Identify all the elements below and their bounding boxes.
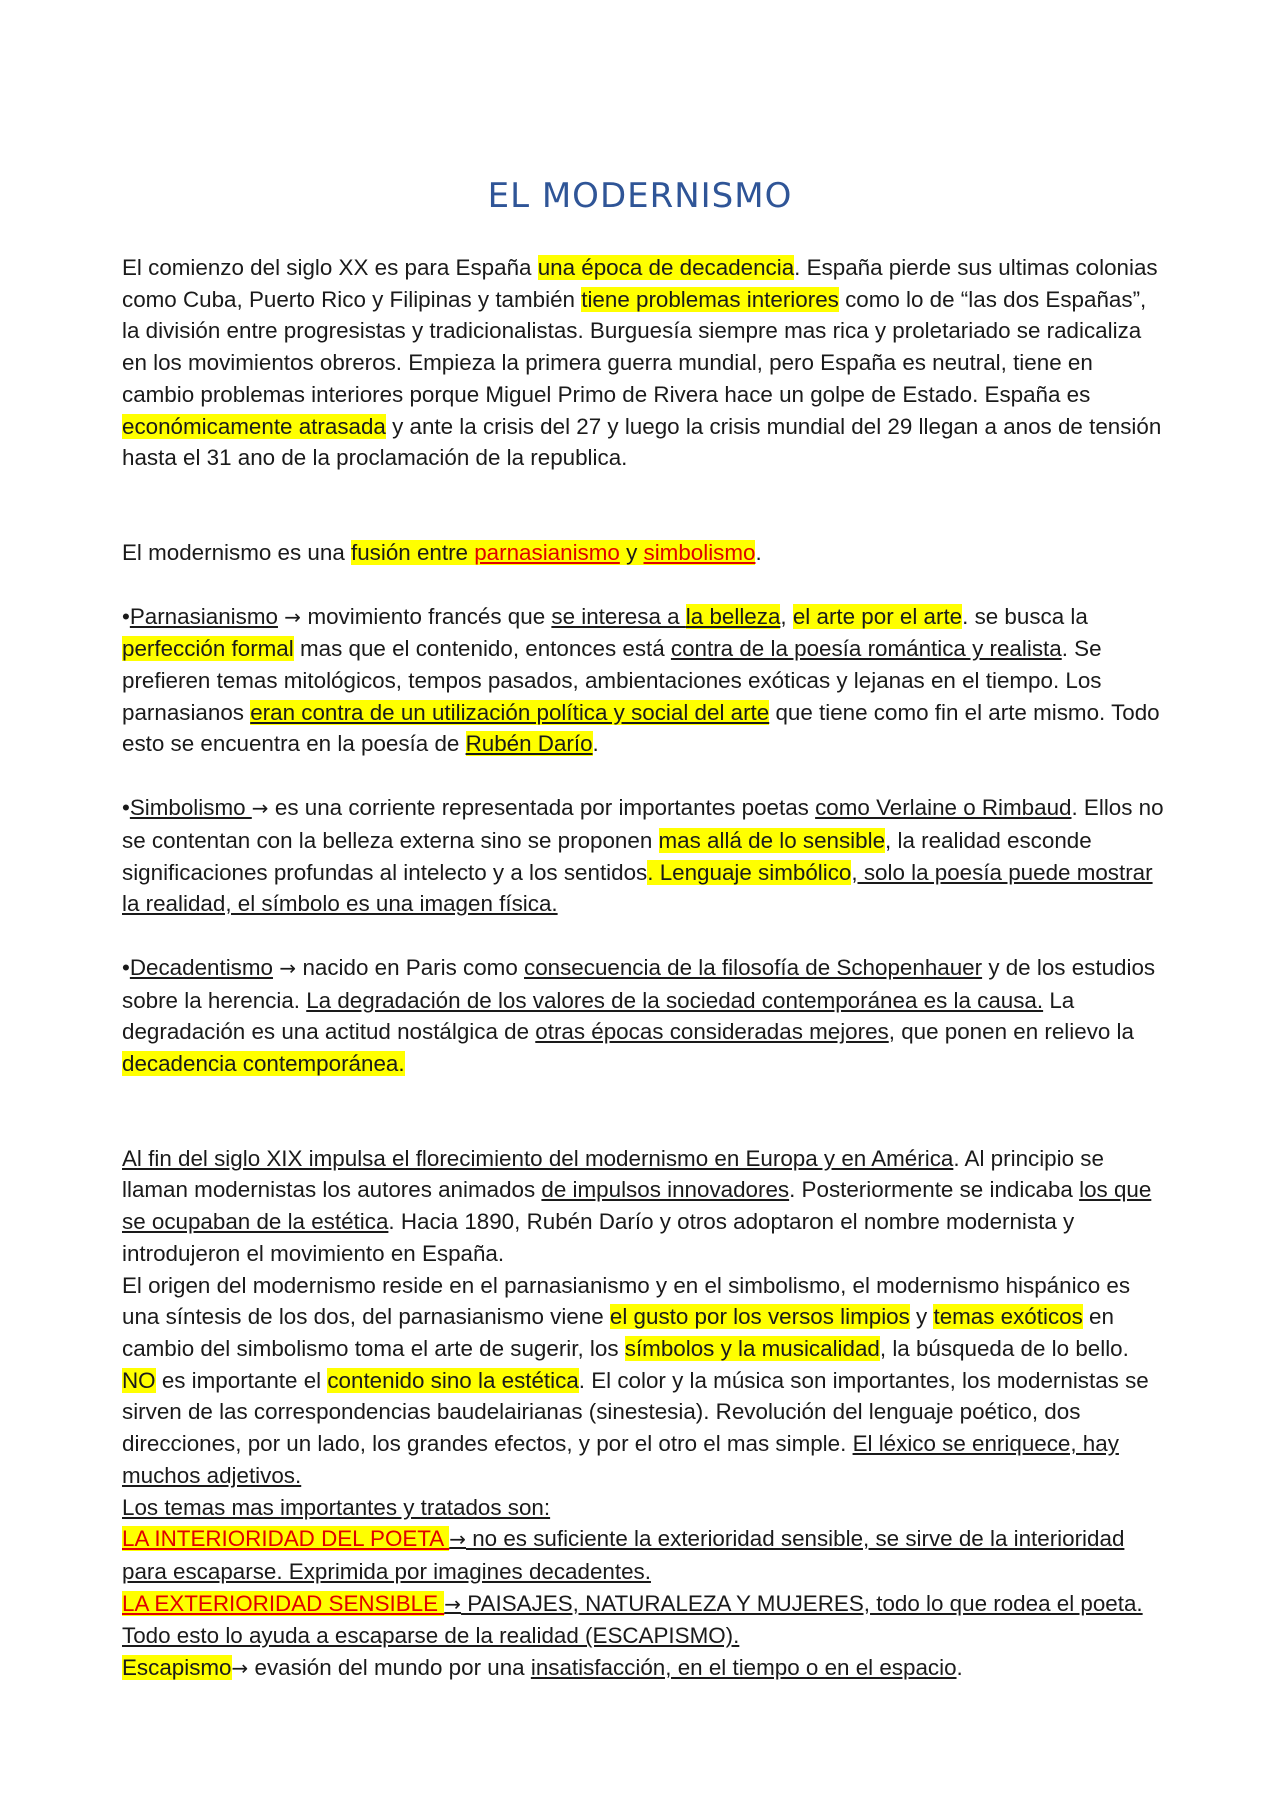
text: . bbox=[592, 731, 599, 757]
text: . Ellos no se contentan con la belleza externa sino se proponen bbox=[122, 795, 1164, 853]
underline: El léxico se enriquece, hay muchos adjetivos. bbox=[122, 1431, 1119, 1488]
text: como lo de “las dos Españas”, la división entre progresistas y tradicionalistas. Burguesía siempre mas rica y proletariado se radicaliza en los movimientos obreros. Empieza la primera guerra mundial, pero España es neutral, tiene en cambio problemas interiores porque Miguel Primo de Rivera hace un golpe de Estado. España es bbox=[122, 286, 1147, 407]
text: en cambio del simbolismo toma el arte de sugerir, los bbox=[122, 1304, 1114, 1361]
paragraph-themes-heading bbox=[122, 1492, 1167, 1524]
underline: de impulsos innovadores bbox=[541, 1177, 790, 1203]
highlight: el arte por el arte bbox=[792, 603, 963, 629]
highlight: decadencia contemporánea. bbox=[122, 1051, 405, 1077]
paragraph-parnasianismo bbox=[122, 601, 1167, 761]
arrow-icon: → bbox=[251, 796, 275, 821]
highlight: eran contra de un utilización política y social del arte bbox=[250, 699, 770, 725]
highlight: económicamente atrasada bbox=[122, 413, 386, 439]
text: El origen del modernismo reside en el parnasianismo y en el simbolismo, el modernismo hispánico es una síntesis de los dos, del parnasianismo viene bbox=[122, 1272, 1131, 1330]
highlight: contenido sino la estética bbox=[327, 1367, 579, 1393]
underline: insatisfacción, en el tiempo o en el espacio bbox=[530, 1655, 957, 1681]
text: , la búsqueda de lo bello. bbox=[879, 1335, 1129, 1361]
underline: consecuencia de la filosofía de Schopenhauer bbox=[524, 954, 983, 980]
document-body bbox=[122, 252, 1167, 1685]
paragraph-origin bbox=[122, 1143, 1167, 1270]
page-title: EL MODERNISMO bbox=[487, 176, 793, 216]
paragraph-synthesis bbox=[122, 1270, 1167, 1492]
paragraph-escapismo bbox=[122, 1652, 1167, 1685]
term: Parnasianismo bbox=[129, 603, 278, 629]
bullet: • bbox=[122, 795, 130, 821]
text: y de los estudios sobre la herencia. bbox=[122, 954, 1156, 1013]
underline: , solo la poesía puede mostrar la realidad, el símbolo es una imagen física. bbox=[122, 859, 1153, 917]
arrow-icon: → bbox=[449, 1527, 466, 1552]
underline: contra de la poesía romántica y realista bbox=[670, 636, 1062, 662]
highlight: símbolos y la musicalidad bbox=[624, 1335, 880, 1361]
underline: los que se ocupaban de la estética bbox=[122, 1177, 1152, 1235]
highlight-red: LA EXTERIORIDAD SENSIBLE bbox=[122, 1590, 445, 1616]
underline: como Verlaine o Rimbaud bbox=[815, 795, 1072, 821]
text: . bbox=[956, 1655, 963, 1681]
paragraph-theme-exterioridad bbox=[122, 1588, 1167, 1652]
highlight: Escapismo bbox=[122, 1655, 232, 1681]
paragraph-context bbox=[122, 252, 1167, 474]
bullet: • bbox=[122, 603, 130, 629]
arrow-icon: → bbox=[277, 604, 308, 629]
text: evasión del mundo por una bbox=[248, 1655, 531, 1681]
underline: no es suficiente la exterioridad sensible, se sirve de la interioridad para escaparse. Exprimida por imagines decadentes. bbox=[122, 1526, 1125, 1584]
highlight: NO bbox=[122, 1367, 156, 1393]
underline: se interesa a bbox=[551, 603, 686, 629]
text: . El color y la música son importantes, los modernistas se sirven de las correspondencias baudelairianas (sinestesia). Revolución del lenguaje poético, dos direcciones, por un lado, los grandes efectos, y por el otro el mas simple. bbox=[122, 1367, 1149, 1457]
text: que tiene como fin el arte mismo. Todo esto se encuentra en la poesía de bbox=[122, 699, 1160, 757]
highlight: perfección formal bbox=[122, 636, 294, 662]
underline: PAISAJES, NATURALEZA Y MUJERES, todo lo que rodea el poeta. Todo esto lo ayuda a escaparse de la realidad (ESCAPISMO). bbox=[122, 1590, 1143, 1649]
highlight: . Lenguaje simbólico bbox=[647, 859, 852, 885]
paragraph-fusion bbox=[122, 537, 1167, 569]
text: , la realidad esconde significaciones profundas al intelecto y a los sentidos bbox=[122, 827, 1092, 885]
highlight: fusión entre bbox=[351, 539, 475, 565]
highlight: tiene problemas interiores bbox=[581, 286, 839, 312]
highlight-red: simbolismo bbox=[643, 539, 756, 565]
arrow-icon: → bbox=[231, 1656, 249, 1681]
text: y bbox=[909, 1304, 934, 1330]
bullet: • bbox=[122, 954, 130, 980]
term: Simbolismo bbox=[129, 795, 252, 821]
highlight: la belleza bbox=[685, 603, 781, 629]
text: es una corriente representada por importantes poetas bbox=[274, 795, 816, 821]
text: El modernismo es una bbox=[122, 539, 351, 565]
text: . España pierde sus ultimas colonias como Cuba, Puerto Rico y Filipinas y también bbox=[122, 255, 1158, 312]
underline: Los temas mas importantes y tratados son: bbox=[122, 1494, 551, 1520]
highlight: temas exóticos bbox=[933, 1304, 1083, 1330]
text: movimiento francés que bbox=[307, 603, 552, 629]
text: , bbox=[780, 603, 793, 629]
paragraph-decadentismo bbox=[122, 952, 1167, 1080]
arrow-icon: → bbox=[444, 1591, 462, 1616]
highlight-red: parnasianismo bbox=[474, 539, 620, 565]
highlight: una época de decadencia bbox=[537, 255, 795, 280]
highlight: Rubén Darío bbox=[465, 731, 593, 757]
text: y ante la crisis del 27 y luego la crisis mundial del 29 llegan a anos de tensión hasta el 31 ano de la proclamación de la republica. bbox=[122, 413, 1162, 471]
underline: Al fin del siglo XIX impulsa el florecimiento del modernismo en Europa y en América bbox=[122, 1145, 954, 1171]
text: . Al principio se llaman modernistas los autores animados bbox=[122, 1145, 1104, 1203]
underline: La degradación de los valores de la sociedad contemporánea es la causa. bbox=[306, 987, 1044, 1013]
highlight: mas allá de lo sensible bbox=[658, 827, 886, 853]
underline: otras épocas consideradas mejores bbox=[535, 1019, 889, 1045]
highlight-red: LA INTERIORIDAD DEL POETA bbox=[122, 1526, 450, 1552]
paragraph-theme-interioridad bbox=[122, 1523, 1167, 1587]
text: . Hacia 1890, Rubén Darío y otros adoptaron el nombre modernista y introdujeron el movimiento en España. bbox=[122, 1209, 1075, 1266]
text: El comienzo del siglo XX es para España bbox=[122, 255, 538, 280]
text: . se busca la bbox=[962, 603, 1088, 629]
arrow-icon: → bbox=[272, 955, 303, 980]
text: . bbox=[755, 539, 762, 565]
text: . Se prefieren temas mitológicos, tempos pasados, ambientaciones exóticas y lejanas en el tiempo. Los parnasianos bbox=[122, 636, 1102, 725]
text: . Posteriormente se indicaba bbox=[789, 1177, 1080, 1203]
text: , que ponen en relievo la bbox=[888, 1019, 1134, 1045]
text: mas que el contenido, entonces está bbox=[293, 636, 671, 662]
term: Decadentismo bbox=[129, 954, 273, 980]
text: es importante el bbox=[155, 1367, 328, 1393]
text: nacido en Paris como bbox=[302, 954, 524, 980]
text: La degradación es una actitud nostálgica de bbox=[122, 987, 1075, 1045]
highlight: el gusto por los versos limpios bbox=[609, 1304, 910, 1330]
paragraph-simbolismo bbox=[122, 792, 1167, 920]
highlight: y bbox=[619, 539, 644, 565]
